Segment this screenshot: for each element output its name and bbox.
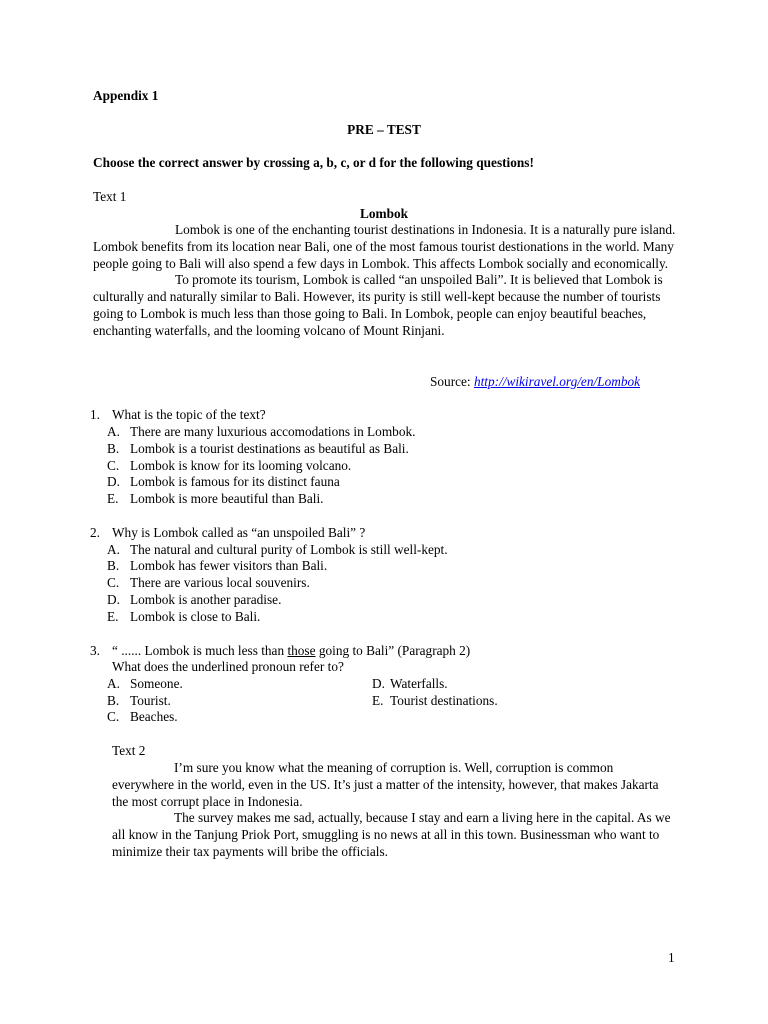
option-text: Lombok has fewer visitors than Bali. [130, 558, 328, 573]
instruction: Choose the correct answer by crossing a, b, c, or d for the following questions! [93, 155, 534, 170]
text2-paragraph-1: I’m sure you know what the meaning of corruption is. Well, corruption is common everywhere in the world, even in the US. It’s just a matter of the intensity, however, that makes Jakarta the most corrupt place in Indonesia. [112, 760, 659, 809]
text1-paragraph-2: To promote its tourism, Lombok is called “an unspoiled Bali”. It is believed that Lombok is culturally and naturally similar to Bali. However, its purity is still well-kept because the number of tourists going to Lombok is much less than those going to Bali. In Lombok, people can enjoy beautiful beaches, enchanting waterfalls, and the looming volcano of Mount Rinjani. [93, 272, 663, 338]
option-letter: E. [107, 491, 119, 506]
text1-label: Text 1 [93, 189, 127, 204]
option-text: The natural and cultural purity of Lombok is still well-kept. [130, 542, 448, 557]
question-3-option-c-letter[interactable]: C. [107, 709, 120, 724]
text2-label: Text 2 [112, 743, 146, 758]
question-3-option-a-letter[interactable]: A. [107, 676, 120, 691]
text1-paragraph-1: Lombok is one of the enchanting tourist destinations in Indonesia. It is a naturally pure island. Lombok benefits from its location near Bali, one of the most famous tourist destionations in the world. Many people going to Bali will also spend a few days in Lombok. This affects Lombok socially and economically. [93, 222, 676, 271]
text2-paragraph-2: The survey makes me sad, actually, because I stay and earn a living here in the capital. As we all know in the Tanjung Priok Port, smuggling is no news at all in this town. Businessman who want to minimize their tax payments will bribe the officials. [112, 810, 671, 859]
question-3-number: 3. [90, 643, 100, 658]
question-2-text: Why is Lombok called as “an unspoiled Bali” ? [112, 525, 366, 540]
option-letter: A. [107, 542, 120, 557]
option-text: Lombok is famous for its distinct fauna [130, 474, 340, 489]
question-3-option-a-text[interactable]: Someone. [130, 676, 183, 691]
question-3-option-d-text[interactable]: Waterfalls. [390, 676, 448, 691]
question-1-text: What is the topic of the text? [112, 407, 266, 422]
option-text: Lombok is a tourist destinations as beautiful as Bali. [130, 441, 409, 456]
option-text: Lombok is know for its looming volcano. [130, 458, 352, 473]
option-text: There are many luxurious accomodations in Lombok. [130, 424, 416, 439]
option-letter: C. [107, 458, 120, 473]
option-letter: D. [107, 592, 120, 607]
source-line [430, 374, 640, 391]
option-text: There are various local souvenirs. [130, 575, 310, 590]
option-letter: C. [107, 575, 120, 590]
option-text: Lombok is close to Bali. [130, 609, 261, 624]
option-text: Lombok is more beautiful than Bali. [130, 491, 324, 506]
appendix-label: Appendix 1 [93, 88, 159, 103]
question-2-number: 2. [90, 525, 100, 540]
question-3-text [112, 643, 470, 660]
question-1-number: 1. [90, 407, 100, 422]
text1-body [93, 222, 683, 340]
option-text: Lombok is another paradise. [130, 592, 282, 607]
option-letter: A. [107, 424, 120, 439]
question-3-option-b-text[interactable]: Tourist. [130, 693, 171, 708]
page-number: 1 [668, 950, 675, 965]
source-label: Source: [430, 374, 474, 389]
underlined-pronoun: those [287, 643, 316, 658]
option-letter: E. [107, 609, 119, 624]
option-letter: B. [107, 558, 120, 573]
text1-heading: Lombok [359, 206, 409, 221]
question-3-option-e-letter[interactable]: E. [372, 693, 384, 708]
question-3-subtext: What does the underlined pronoun refer to? [112, 659, 344, 674]
question-3-text-pre: “ ...... Lombok is much less than [112, 643, 288, 658]
option-letter: B. [107, 441, 120, 456]
question-3-option-d-letter[interactable]: D. [372, 676, 385, 691]
question-3-option-e-text[interactable]: Tourist destinations. [390, 693, 498, 708]
question-3-option-b-letter[interactable]: B. [107, 693, 120, 708]
option-letter: D. [107, 474, 120, 489]
text2-body [112, 760, 678, 861]
source-link[interactable]: http://wikiravel.org/en/Lombok [473, 374, 641, 389]
question-3-option-c-text[interactable]: Beaches. [130, 709, 178, 724]
question-3-text-post: going to Bali” (Paragraph 2) [315, 643, 471, 658]
page-title: PRE – TEST [347, 122, 421, 137]
